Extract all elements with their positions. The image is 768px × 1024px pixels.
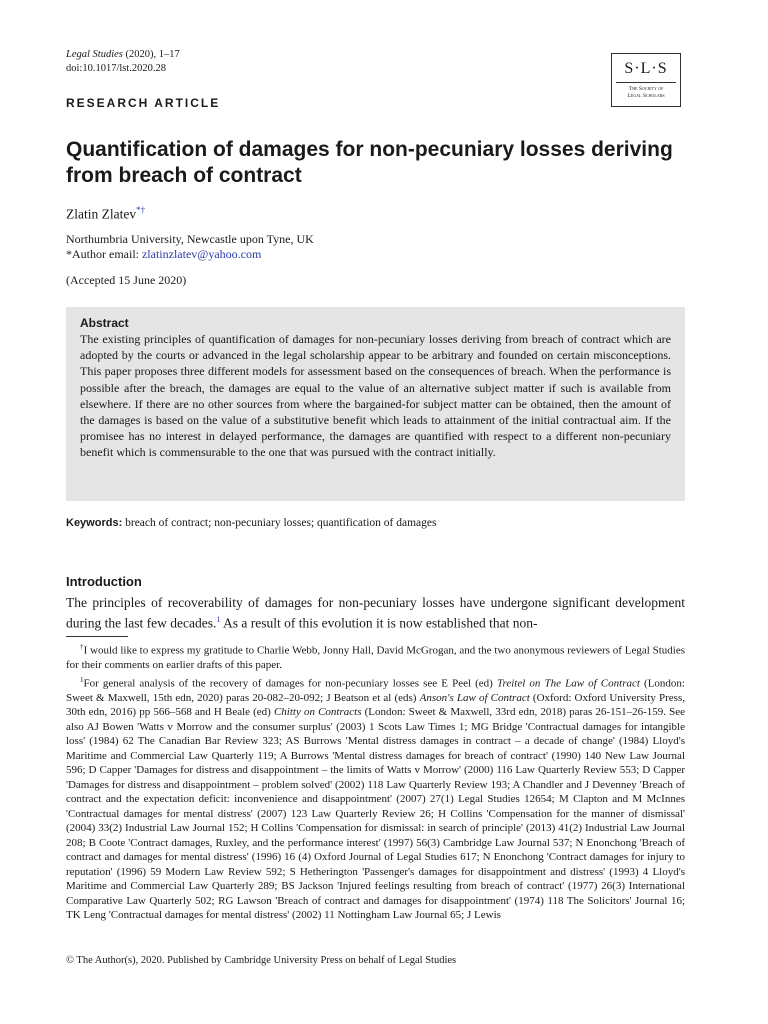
footnote-1 xyxy=(66,673,685,923)
logo-mark: S·L·S xyxy=(624,60,668,77)
affiliation: Northumbria University, Newcastle upon Tyne, UK xyxy=(66,232,314,246)
logo-society-line2: Legal Scholars xyxy=(627,93,665,99)
introduction-heading: Introduction xyxy=(66,574,142,589)
footnote-ref-1[interactable]: 1 xyxy=(216,615,221,624)
footnote-1-title-chitty: Chitty on Contracts xyxy=(273,706,362,719)
author-email-line xyxy=(66,247,314,262)
footnotes xyxy=(66,640,685,923)
footnote-1-text-a: For general analysis of the recovery of damages for non-pecuniary losses see E Peel (ed) xyxy=(83,677,497,690)
footnote-divider xyxy=(66,636,128,637)
author-footnote-marks[interactable]: *† xyxy=(136,205,146,215)
citation-block xyxy=(66,48,180,76)
copyright-notice: © The Author(s), 2020. Published by Cambridge University Press on behalf of Legal Studies xyxy=(66,955,457,966)
author-line xyxy=(66,205,145,223)
author-email-link[interactable]: zlatinzlatev@yahoo.com xyxy=(141,247,262,261)
footnote-1-mark: 1 xyxy=(80,675,84,684)
footnote-1-text-d: (London: Sweet & Maxwell, 33rd edn, 2018) paras 26-151–26-159. See also AJ Bowen 'Watts v Morrow and the consumer surplus' (2003) 1 Scots Law Times 1; MG Bridge 'Contractual damages for intangible loss' (1984) 62 The Canadian Bar Review 323; AS Burrows 'Mental distress damages in contract – a decade of change' (1984) Lloyd's Maritime and Commercial Law Quarterly 119; A Burrows 'Mental distress damages for breach of contract' (1990) 140 New Law Journal 596; D Capper 'Damages for distress and disappointment – the limits of Watts v Morrow' (2000) 116 Law Quarterly Review 553; D Capper 'Damages for distress and disappointment – problem solved' (2002) 118 Law Quarterly Review 193; A Chandler and J Devenney 'Breach of contract and the expectation deficit: inconvenience and disappointment' (2007) 27(1) Legal Studies 12654; M Clapton and M McInnes 'Contractual damages for mental distress' (2007) 123 Law Quarterly Review 26; H Collins 'Compensation for the manner of dismissal' (2004) 33(2) Industrial Law Journal 152; H Collins 'Compensation for dismissal: in search of principle' (2013) 41(2) Industrial Law Journal 208; B Coote 'Contract damages, Ruxley, and the performance interest' (1997) 56(3) Cambridge Law Journal 537; N Enonchong 'Breach of contract and damages for mental distress' (1996) 16 (4) Oxford Journal of Legal Studies 617; N Enonchong 'Contract damages for injury to reputation' (1996) 59 Modern Law Review 592; S Hetherington 'Passenger's damages for disappointment and distress' (1993) 4 Lloyd's Maritime and Commercial Law Quarterly 289; BS Jackson 'Injured feelings resulting from breach of contract' (1977) 26(3) International Comparative Law Quarterly 502; RG Lawson 'Breach of contract and damages for disappointment' (1974) 118 The Solicitors' Journal 16; TK Leng 'Contractual damages for mental distress' (2002) 11 Nottingham Law Journal 65; J Lewis xyxy=(66,706,685,922)
introduction-text-start: The principles of recoverability of damages for non-pecuniary losses have undergone significant development during the last few decades. xyxy=(66,595,685,631)
author-email-label: *Author email: xyxy=(66,247,142,261)
keywords-line xyxy=(66,517,436,529)
abstract-heading: Abstract xyxy=(80,316,129,330)
author-affiliation-block xyxy=(66,232,314,262)
footnote-1-text-c: (Oxford: Oxford University Press, 30th edn, 2016) pp 566–568 and H Beale (ed) xyxy=(66,691,685,719)
abstract-text: The existing principles of quantification of damages for non-pecuniary losses deriving from breach of contract which are adopted by the courts or advanced in the legal scholarship appear to be arbitrary and founded on certain misconceptions. This paper proposes three different models for assessment based on the consequences of breach. When the performance is possible after the breach, the damages are equal to the value of an alternative subject matter if such is available from elsewhere. If there are no other sources from where the bargained-for subject matter can be obtained, then the amount of the damages is based on the value of a substitutive benefit which leads to attainment of the initial contractual aim. If the promisee has no interest in delayed performance, the damages are quantified with respect to a different non-pecuniary benefit which is commensurable to the one that was pursued with the contract initially. xyxy=(80,332,671,460)
keywords-text: breach of contract; non-pecuniary losses; quantification of damages xyxy=(122,517,437,529)
journal-name: Legal Studies xyxy=(66,49,123,60)
footnote-dagger xyxy=(66,640,685,673)
footnote-dagger-text: I would like to express my gratitude to Charlie Webb, Jonny Hall, David McGrogan, and the two anonymous reviewers of Legal Studies for their comments on earlier drafts of this paper. xyxy=(66,644,685,672)
logo-rule xyxy=(616,82,676,83)
citation-year-pages: (2020), 1–17 xyxy=(122,49,180,60)
accepted-date: (Accepted 15 June 2020) xyxy=(66,273,187,287)
introduction-text-end: As a result of this evolution it is now established that non- xyxy=(220,615,538,631)
logo-society-line1: The Society of xyxy=(628,86,664,92)
footnote-1-text-b: (London: Sweet & Maxwell, 15th edn, 2020) paras 20-082–20-092; J Beatson et al (eds) xyxy=(66,677,685,704)
footnote-1-title-anson: Anson's Law of Contract xyxy=(419,691,530,704)
sls-logo xyxy=(611,53,681,107)
footnote-1-title-treitel: Treitel on The Law of Contract xyxy=(496,677,640,690)
article-type-label: RESEARCH ARTICLE xyxy=(66,96,221,110)
keywords-label: Keywords: xyxy=(66,517,123,529)
author-name: Zlatin Zlatev xyxy=(66,206,137,222)
introduction-paragraph xyxy=(66,594,685,632)
doi: doi:10.1017/lst.2020.28 xyxy=(66,63,167,74)
article-title: Quantification of damages for non-pecuniary losses deriving from breach of contract xyxy=(66,138,673,187)
abstract-box xyxy=(66,307,685,501)
footnote-dagger-mark: † xyxy=(80,643,84,651)
